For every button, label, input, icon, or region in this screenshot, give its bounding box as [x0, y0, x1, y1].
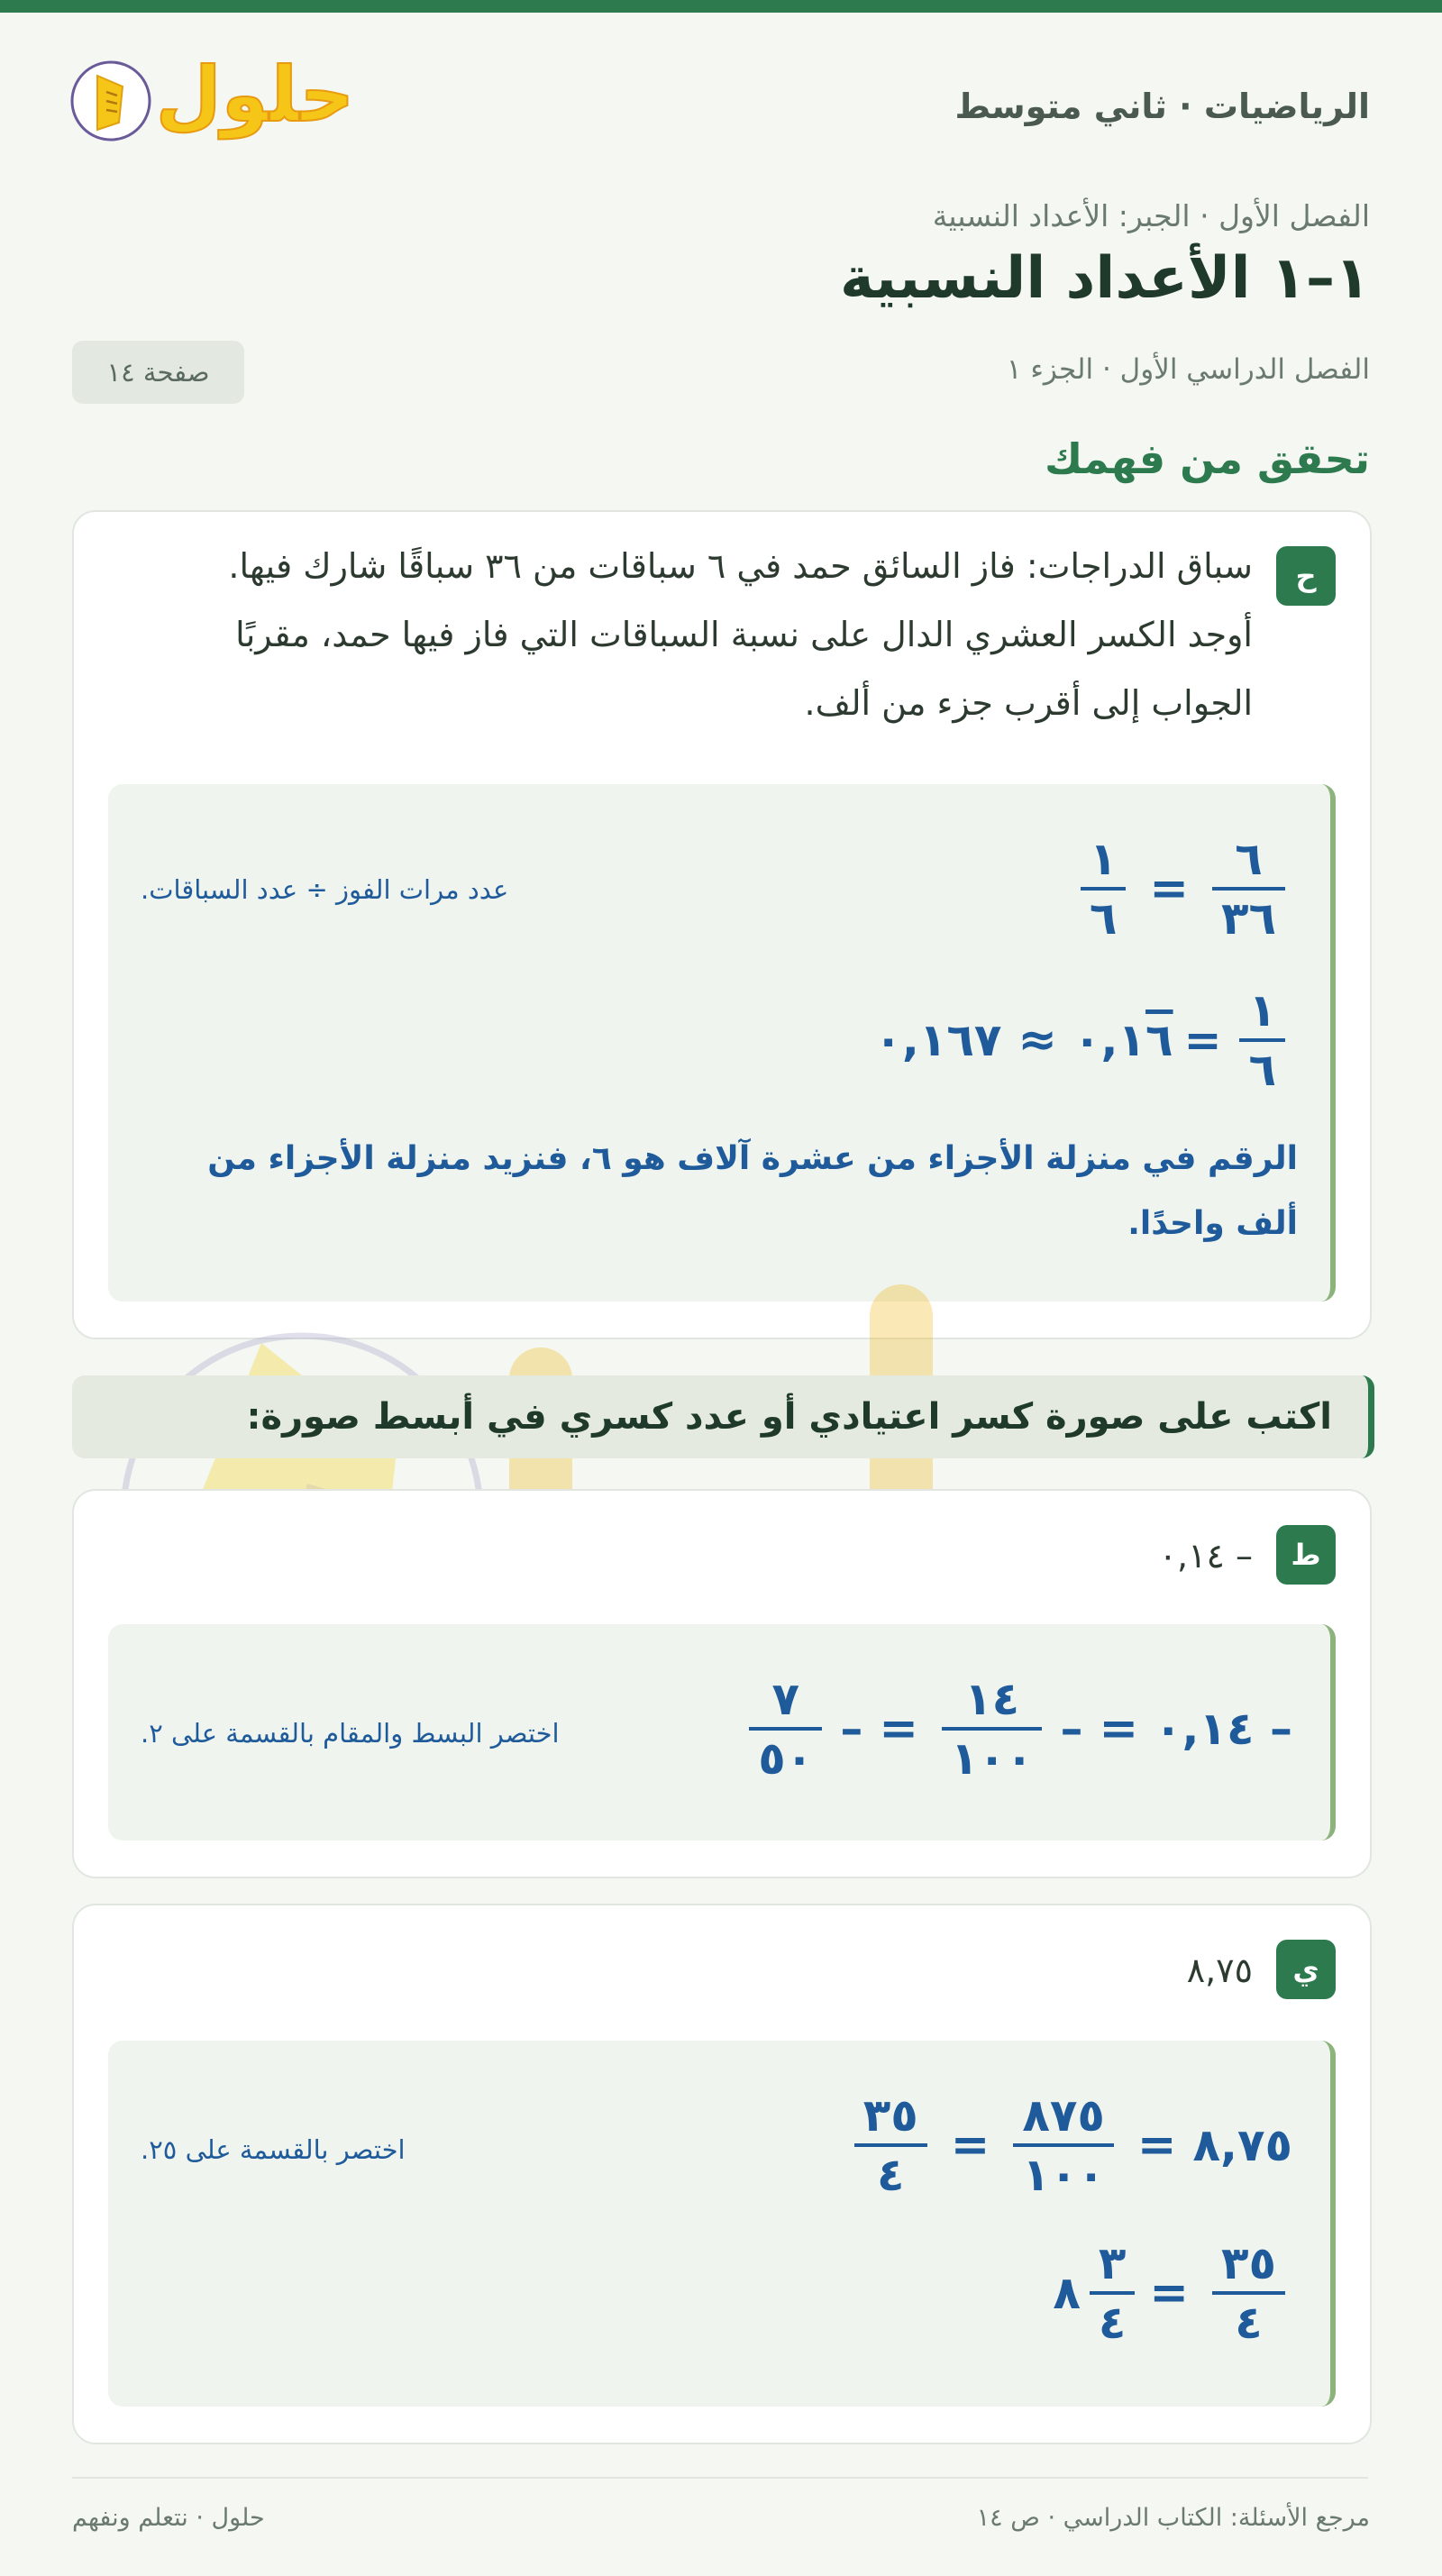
question-expression: – ٠,١٤ — [1158, 1536, 1253, 1576]
step-note: اختصر بالقسمة على ٢٥. — [141, 2134, 406, 2165]
question-expression: ٨,٧٥ — [1186, 1950, 1253, 1990]
equals-sign: = — [950, 2118, 990, 2172]
subject-grade: الرياضيات · ثاني متوسط — [954, 87, 1370, 126]
solution-box — [108, 784, 1336, 1302]
fraction: $\frac{٨٧٥}{١٠٠}$ — [1013, 2087, 1114, 2203]
fraction: $\frac{١٤}{١٠٠}$ — [942, 1671, 1043, 1786]
logo-text: حلول — [155, 50, 355, 139]
equals-sign: = — [1183, 1014, 1222, 1066]
lhs-value: – ٠,١٤ — [1155, 1703, 1292, 1755]
approx-sign: ≈ — [1018, 1013, 1057, 1067]
question-line: الجواب إلى أقرب جزء من ألف. — [804, 683, 1253, 723]
fraction: $\frac{١}{٦}$ — [1081, 831, 1127, 946]
hulul-logo — [70, 50, 355, 164]
conclusion-text: الرقم في منزلة الأجزاء من عشرة آلاف هو ٦، فنزيد منزلة الأجزاء من ألف واحدًا. — [207, 1140, 1298, 1242]
lesson-title: ١–١ الأعداد النسبية — [839, 245, 1370, 312]
instruction-text: اكتب على صورة كسر اعتيادي أو عدد كسري في أبسط صورة: — [246, 1396, 1332, 1438]
equals-sign: = — [1149, 2266, 1189, 2320]
footer-reference: مرجع الأسئلة: الكتاب الدراسي · ص ١٤ — [976, 2504, 1370, 2532]
top-accent-bar — [0, 0, 1442, 13]
instruction-banner — [72, 1375, 1374, 1458]
section-title: تحقق من فهمك — [1044, 434, 1370, 483]
equation-row — [736, 1671, 1298, 1786]
question-card-t — [72, 1489, 1372, 1878]
repeating-decimal: ٠,١٦ — [1073, 1014, 1173, 1066]
question-badge: ط — [1276, 1525, 1336, 1585]
question-card-y — [72, 1904, 1372, 2444]
minus-sign: – — [1060, 1703, 1083, 1755]
question-text — [228, 532, 1253, 737]
page-badge: صفحة ١٤ — [72, 341, 244, 404]
question-badge: ح — [1276, 546, 1336, 606]
equals-sign: = — [1099, 1702, 1139, 1756]
term-info: الفصل الدراسي الأول · الجزء ١ — [1006, 353, 1370, 386]
fraction: $\frac{١}{٦}$ — [1239, 982, 1285, 1098]
step-note: اختصر البسط والمقام بالقسمة على ٢. — [141, 1718, 560, 1749]
fraction: $\frac{٧}{٥٠}$ — [749, 1671, 822, 1786]
equation-step-1 — [842, 2087, 1298, 2203]
fraction: $\frac{٣٥}{٤}$ — [854, 2087, 927, 2203]
mixed-whole-part: ٨ — [1053, 2267, 1081, 2319]
question-line: سباق الدراجات: فاز السائق حمد في ٦ سباقات من ٣٦ سباقًا شارك فيها. — [228, 546, 1253, 586]
minus-sign: – — [840, 1703, 863, 1755]
fraction: $\frac{٣٥}{٤}$ — [1212, 2235, 1285, 2351]
step-note: عدد مرات الفوز ÷ عدد السباقات. — [141, 874, 509, 905]
mixed-fraction-part: $\frac{٣}{٤}$ — [1090, 2235, 1136, 2351]
equation-step-1 — [1068, 831, 1298, 946]
footer-brand: حلول · نتعلم ونفهم — [72, 2504, 265, 2532]
question-badge: ي — [1276, 1940, 1336, 1999]
equals-sign: = — [1149, 862, 1189, 916]
equation-step-2 — [1047, 2235, 1298, 2351]
footer-divider — [72, 2477, 1368, 2479]
equals-sign: = — [879, 1702, 918, 1756]
equation-step-2 — [869, 982, 1298, 1098]
equals-sign: = — [1136, 2118, 1177, 2172]
fraction: $\frac{٦}{٣٦}$ — [1212, 831, 1285, 946]
breadcrumb: الفصل الأول · الجبر: الأعداد النسبية — [932, 198, 1370, 233]
question-line: أوجد الكسر العشري الدال على نسبة السباقات التي فاز فيها حمد، مقربًا — [235, 615, 1253, 654]
rounded-value: ٠,١٦٧ — [874, 1014, 1002, 1066]
solution-box — [108, 1624, 1336, 1841]
lhs-value: ٨,٧٥ — [1192, 2119, 1292, 2171]
solution-box — [108, 2041, 1336, 2407]
question-card-h — [72, 510, 1372, 1339]
